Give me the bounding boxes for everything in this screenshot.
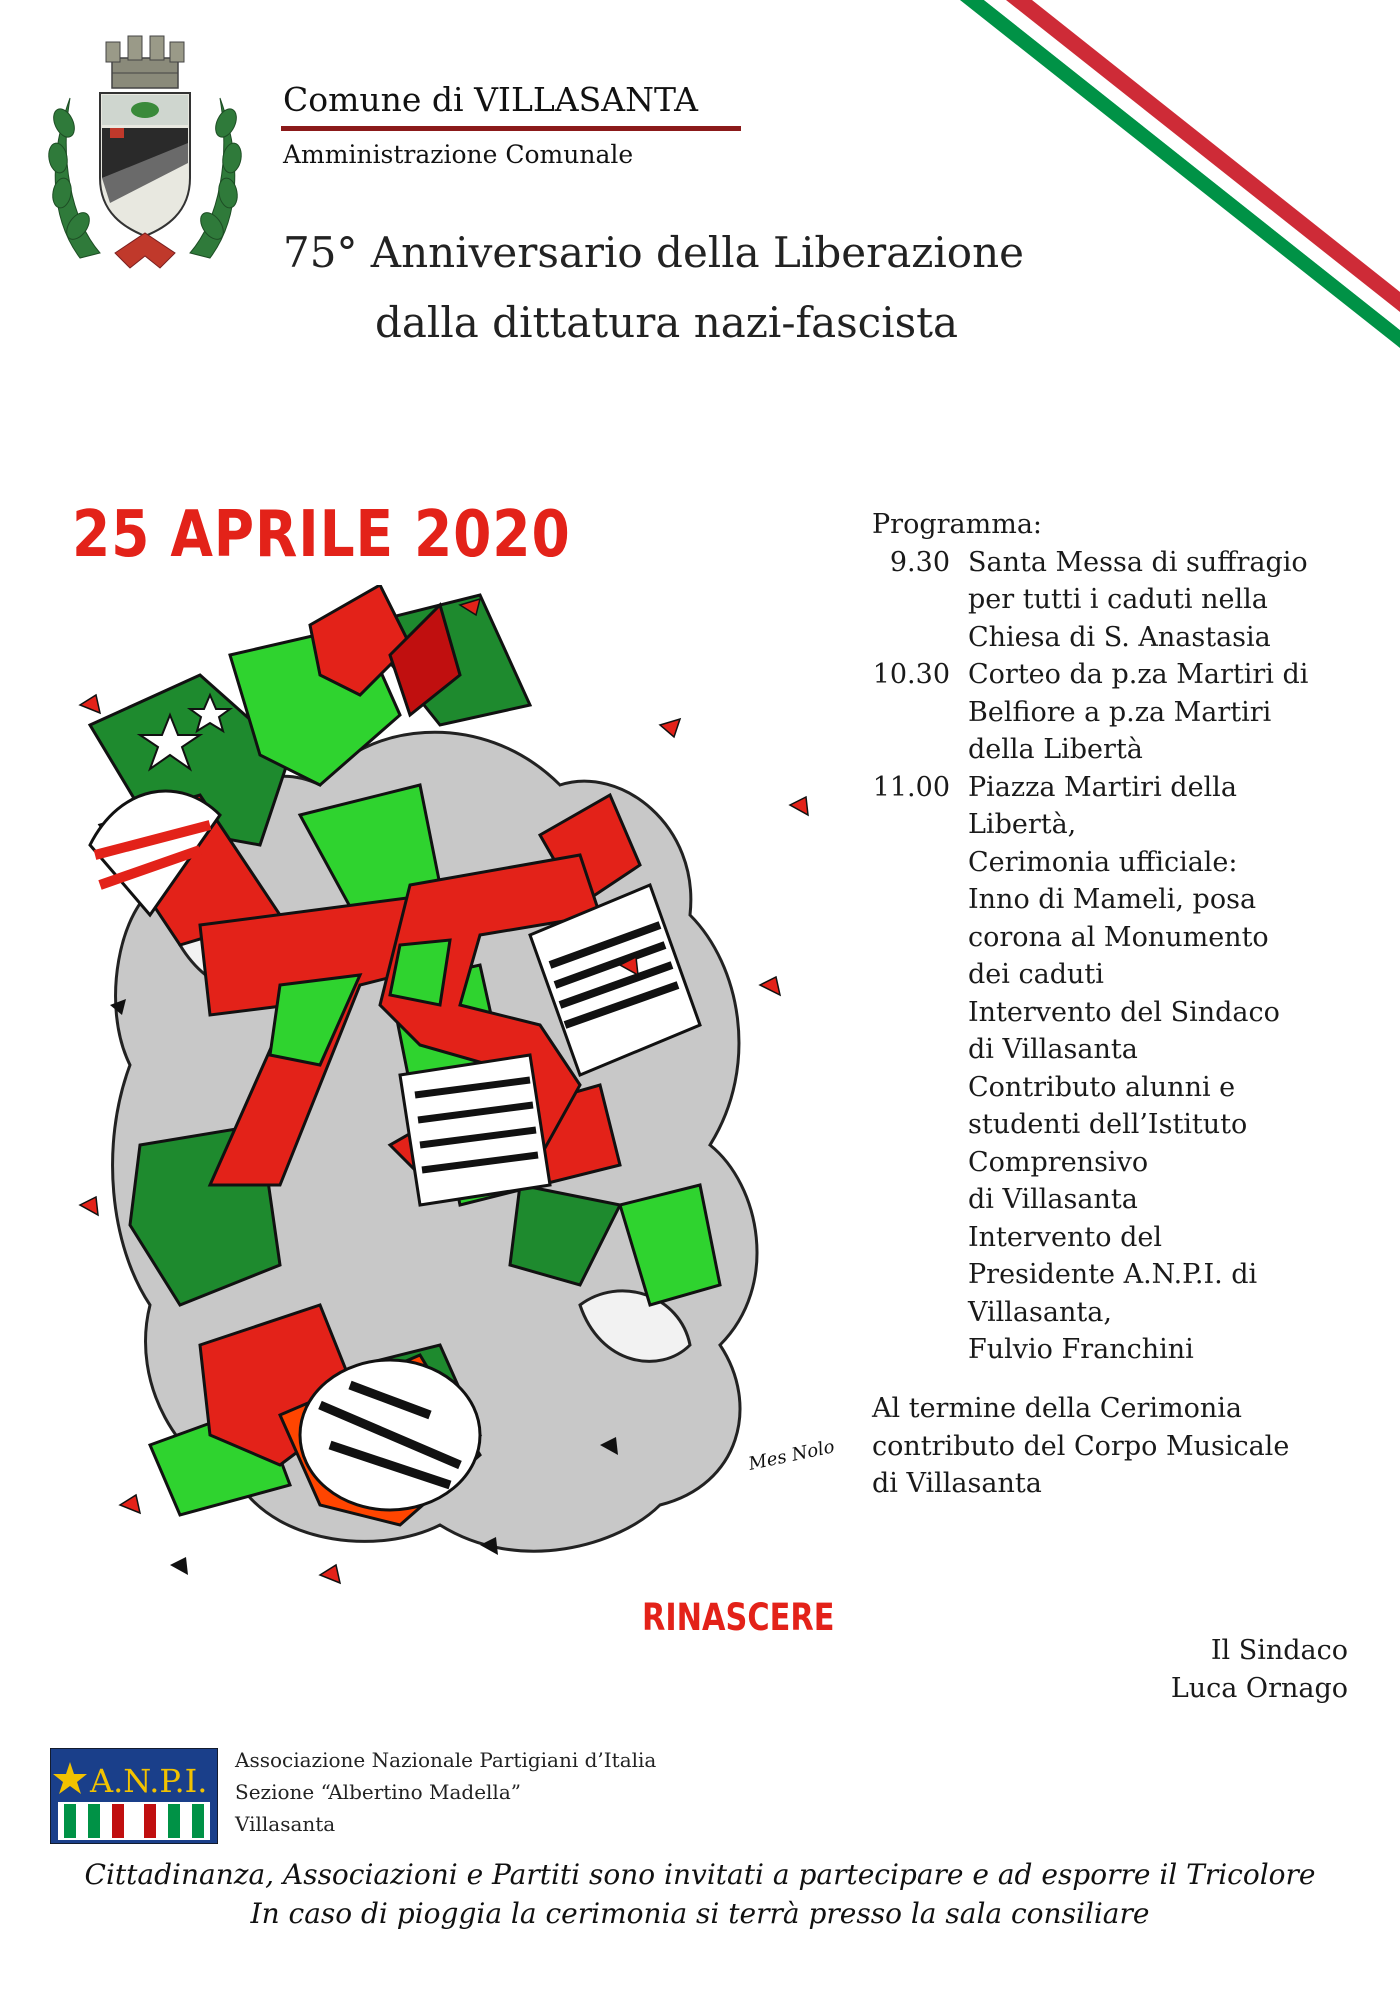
artwork-motto: RINASCERE — [642, 1596, 835, 1639]
programme-line: Villasanta, — [968, 1296, 1112, 1328]
programme-line: corona al Monumento — [968, 921, 1269, 953]
closing-line: Al termine della Cerimonia — [872, 1393, 1243, 1424]
mayor-role: Il Sindaco — [1210, 1635, 1348, 1666]
programme-line: Inno di Mameli, posa — [968, 884, 1257, 915]
municipal-coat-of-arms — [40, 28, 250, 278]
programme-line: Cerimonia ufficiale: — [968, 846, 1238, 878]
programme-time: 11.00 — [872, 771, 950, 803]
mayor-name: Luca Ornago — [1170, 1672, 1348, 1704]
programme-line: Comprensivo — [968, 1146, 1149, 1178]
anpi-line: Associazione Nazionale Partigiani d’Italia — [235, 1748, 657, 1772]
tricolore-stripes — [58, 1802, 210, 1840]
header-divider — [281, 126, 741, 131]
footer-invitation: Cittadinanza, Associazioni e Partiti sono invitati a partecipare e ad esporre il Tricolore — [84, 1858, 1316, 1891]
event-programme — [872, 506, 1372, 1369]
programme-line: dei caduti — [968, 959, 1104, 990]
programme-line: Corteo da p.za Martiri di — [968, 659, 1309, 690]
footer-rain-notice: In caso di pioggia la cerimonia si terrà presso la sala consiliare — [250, 1897, 1150, 1930]
anpi-line: Villasanta — [235, 1812, 336, 1836]
event-title-line-2: dalla dittatura nazi-fascista — [375, 298, 959, 347]
programme-item — [872, 544, 1372, 657]
shield-icon — [100, 93, 190, 236]
closing-line: di Villasanta — [872, 1468, 1042, 1499]
programme-item — [872, 769, 1372, 1369]
programme-line: studenti dell’Istituto — [968, 1109, 1248, 1140]
programme-time: 10.30 — [872, 659, 950, 690]
programme-time: 9.30 — [889, 546, 950, 578]
programme-line: per tutti i caduti nella — [968, 584, 1268, 615]
rinascere-artwork — [60, 585, 870, 1590]
mayor-signature — [1171, 1632, 1348, 1707]
programme-line: Intervento del — [968, 1221, 1162, 1253]
event-title-line-1: 75° Anniversario della Liberazione — [283, 228, 1024, 277]
programme-line: Fulvio Franchini — [968, 1334, 1194, 1365]
invitation-footer — [0, 1855, 1400, 1933]
programme-line: Libertà, — [968, 809, 1077, 840]
programme-line: di Villasanta — [968, 1184, 1138, 1215]
crown-icon — [106, 36, 184, 88]
closing-line: contributo del Corpo Musicale — [872, 1430, 1290, 1462]
programme-item — [872, 656, 1372, 769]
anpi-credits — [235, 1744, 656, 1840]
programme-line: Santa Messa di suffragio — [968, 546, 1308, 578]
anpi-logo-text: A.N.P.I. — [90, 1762, 208, 1800]
closing-note — [872, 1390, 1289, 1503]
programme-line: Piazza Martiri della — [968, 771, 1237, 803]
programme-line: Contributo alunni e — [968, 1071, 1236, 1103]
artist-signature: Mes Nolo — [746, 1436, 837, 1475]
anpi-line: Sezione “Albertino Madella” — [235, 1780, 521, 1804]
anpi-logo — [50, 1748, 218, 1844]
programme-line: Intervento del Sindaco — [968, 996, 1280, 1028]
programme-line: Presidente A.N.P.I. di — [968, 1259, 1258, 1290]
programme-line: Chiesa di S. Anastasia — [968, 621, 1271, 653]
programme-line: Belfiore a p.za Martiri — [968, 696, 1272, 728]
municipality-name: Comune di VILLASANTA — [283, 80, 698, 119]
programme-line: della Libertà — [968, 734, 1143, 765]
tricolore-ribbon — [940, 0, 1400, 360]
administration-label: Amministrazione Comunale — [283, 140, 634, 169]
programme-line: di Villasanta — [968, 1034, 1138, 1065]
event-date: 25 APRILE 2020 — [72, 498, 571, 572]
programme-heading: Programma: — [872, 509, 1043, 540]
